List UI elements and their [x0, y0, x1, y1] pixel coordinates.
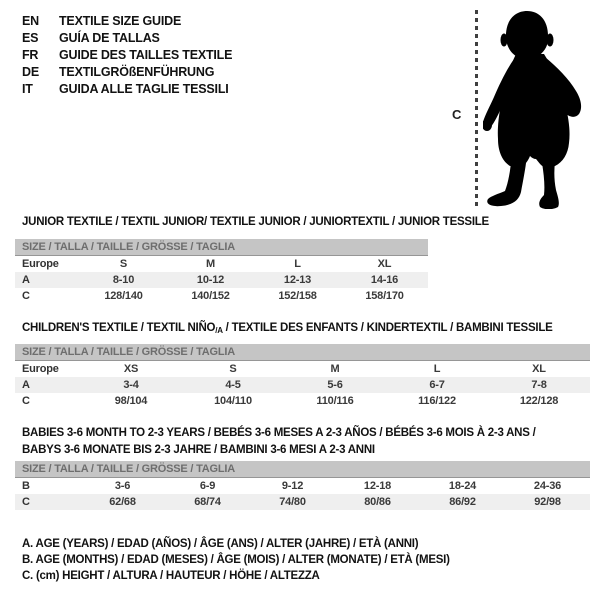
language-code: IT — [22, 82, 33, 96]
children-size-header-bar: SIZE / TALLA / TAILLE / GRÖSSE / TAGLIA — [15, 344, 590, 361]
language-title-list — [22, 13, 232, 98]
row-label-cell: C — [22, 290, 30, 302]
size-value-cell: 68/74 — [194, 496, 221, 508]
list-item — [22, 64, 232, 81]
language-code: ES — [22, 31, 39, 45]
size-value-cell: 116/122 — [418, 395, 456, 407]
junior-table-title: JUNIOR TEXTILE / TEXTIL JUNIOR/ TEXTILE JUNIOR / JUNIORTEXTIL / JUNIOR TESSILE — [22, 216, 489, 228]
row-label-cell: Europe — [22, 258, 59, 270]
size-value-cell: 3-6 — [114, 480, 131, 492]
size-value-cell: 128/140 — [104, 290, 143, 302]
size-value-cell: 9-12 — [281, 480, 304, 492]
row-label-cell: C — [22, 496, 30, 508]
size-value-cell: 86/92 — [449, 496, 476, 508]
size-value-cell: 104/110 — [214, 395, 252, 407]
size-value-cell: 5-6 — [327, 379, 343, 391]
list-item — [22, 47, 232, 64]
baby-silhouette-icon — [483, 9, 585, 209]
size-value-cell: L — [294, 258, 301, 270]
language-title: TEXTILGRÖßENFÜHRUNG — [59, 65, 215, 79]
row-label-cell: Europe — [22, 363, 59, 375]
language-code: FR — [22, 48, 39, 62]
size-value-cell: 98/104 — [114, 395, 148, 407]
children-title-subscript: /A — [215, 326, 223, 335]
height-measure-dashed-line — [475, 10, 478, 207]
size-value-cell: 3-4 — [123, 379, 139, 391]
babies-size-table — [15, 478, 590, 510]
size-value-cell: 74/80 — [279, 496, 306, 508]
size-value-cell: 10-12 — [196, 274, 225, 286]
junior-size-table — [15, 256, 428, 304]
size-value-cell: 140/152 — [191, 290, 230, 302]
table-row — [15, 256, 428, 272]
list-item — [22, 30, 232, 47]
row-label-cell: A — [22, 274, 30, 286]
size-value-cell: 110/116 — [316, 395, 354, 407]
size-value-cell: 158/170 — [365, 290, 404, 302]
footnotes — [22, 536, 450, 585]
size-value-cell: 6-9 — [199, 480, 216, 492]
list-item — [22, 81, 232, 98]
language-title: TEXTILE SIZE GUIDE — [59, 14, 182, 28]
size-value-cell: 7-8 — [531, 379, 547, 391]
babies-size-header-bar: SIZE / TALLA / TAILLE / GRÖSSE / TAGLIA — [15, 461, 590, 478]
size-value-cell: 62/68 — [109, 496, 136, 508]
size-value-cell: 6-7 — [429, 379, 445, 391]
table-row — [15, 272, 428, 288]
size-value-cell: XS — [123, 363, 139, 375]
size-value-cell: 12-18 — [363, 480, 392, 492]
table-row — [15, 288, 428, 304]
table-row — [15, 393, 590, 409]
table-row — [15, 361, 590, 377]
size-value-cell: 122/128 — [519, 395, 559, 407]
size-value-cell: 14-16 — [370, 274, 399, 286]
size-value-cell: L — [433, 363, 441, 375]
babies-table-title — [22, 425, 567, 459]
language-code: DE — [22, 65, 39, 79]
table-row — [15, 377, 590, 393]
list-item — [22, 13, 232, 30]
children-title-text: / TEXTILE DES ENFANTS / KINDERTEXTIL / BAMBINI TESSILE — [222, 322, 553, 334]
babies-title-line1: BABIES 3-6 MONTH TO 2-3 YEARS / BEBÉS 3-6 MESES A 2-3 AÑOS / BÉBÉS 3-6 MOIS À 2-3 ANS / — [22, 427, 536, 439]
size-value-cell: 24-36 — [533, 480, 562, 492]
children-size-table — [15, 361, 590, 409]
table-row — [15, 494, 590, 510]
row-label-cell: B — [22, 480, 30, 492]
size-value-cell: M — [330, 363, 340, 375]
size-value-cell: 8-10 — [112, 274, 135, 286]
table-row — [15, 478, 590, 494]
junior-size-header-bar: SIZE / TALLA / TAILLE / GRÖSSE / TAGLIA — [15, 239, 428, 256]
children-table-title — [22, 322, 553, 335]
size-value-cell: XL — [532, 363, 546, 375]
size-value-cell: 4-5 — [225, 379, 241, 391]
size-value-cell: M — [206, 258, 215, 270]
height-label: C — [452, 107, 462, 122]
footnote-c: C. (cm) HEIGHT / ALTURA / HAUTEUR / HÖHE / ALTEZZA — [22, 570, 320, 583]
language-code: EN — [22, 14, 39, 28]
size-value-cell: 80/86 — [364, 496, 391, 508]
language-title: GUÍA DE TALLAS — [59, 31, 160, 45]
children-title-text: CHILDREN'S TEXTILE / TEXTIL NIÑO — [22, 322, 216, 334]
size-value-cell: 18-24 — [448, 480, 477, 492]
language-title: GUIDA ALLE TAGLIE TESSILI — [59, 82, 229, 96]
footnote-a: A. AGE (YEARS) / EDAD (AÑOS) / ÂGE (ANS) / ALTER (JAHRE) / ETÀ (ANNI) — [22, 538, 419, 550]
size-value-cell: S — [229, 363, 237, 375]
size-value-cell: 152/158 — [278, 290, 317, 302]
size-value-cell: 12-13 — [283, 274, 312, 286]
size-value-cell: S — [119, 258, 128, 270]
row-label-cell: C — [22, 395, 30, 407]
babies-title-line2: BABYS 3-6 MONATE BIS 2-3 JAHRE / BAMBINI 3-6 MESI A 2-3 ANNI — [22, 444, 375, 456]
size-value-cell: XL — [377, 258, 392, 270]
row-label-cell: A — [22, 379, 30, 391]
language-title: GUIDE DES TAILLES TEXTILE — [59, 48, 233, 62]
size-value-cell: 92/98 — [534, 496, 561, 508]
footnote-b: B. AGE (MONTHS) / EDAD (MESES) / ÂGE (MOIS) / ALTER (MONATE) / ETÀ (MESI) — [22, 554, 450, 567]
